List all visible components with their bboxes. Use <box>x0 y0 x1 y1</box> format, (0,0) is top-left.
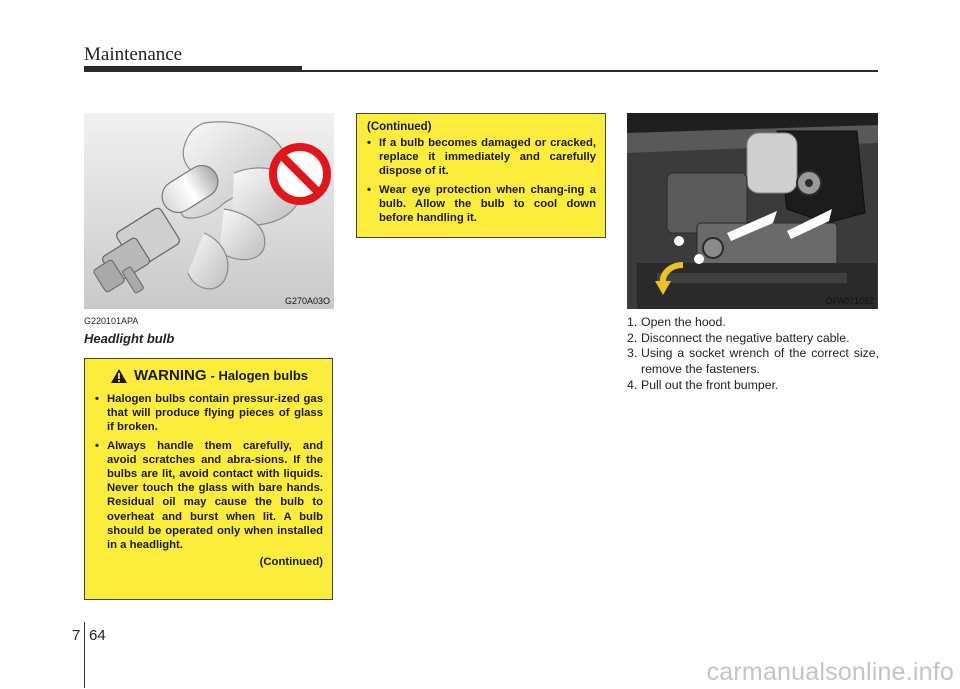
header-rule-thick <box>84 66 302 72</box>
warning-heading <box>95 367 323 384</box>
continued-list <box>367 136 596 225</box>
section-title: Headlight bulb <box>84 331 175 346</box>
page-number: 64 <box>89 627 106 644</box>
procedure-steps <box>627 315 879 394</box>
halogen-bulb-illustration <box>84 113 334 309</box>
step-item: 2. Disconnect the negative battery cable. <box>627 330 850 345</box>
warning-label: WARNING <box>134 367 207 384</box>
page-header-title: Maintenance <box>84 44 183 65</box>
engine-bay-photo <box>627 113 878 309</box>
warning-sublabel: - Halogen bulbs <box>210 368 308 383</box>
continued-heading: (Continued) <box>367 121 432 133</box>
figure-code: OPA071062 <box>825 296 874 306</box>
warning-list <box>95 392 323 552</box>
header-rule-thin <box>302 70 878 72</box>
watermark-text: carmanualsonline.info <box>706 658 954 686</box>
warning-item: • Halogen bulbs contain pressur-ized gas that will produce flying pieces of glass if broken. <box>95 392 323 435</box>
hand-bulb-drawing <box>84 113 334 309</box>
chapter-number: 7 <box>72 627 81 644</box>
warning-item: • Always handle them carefully, and avoid scratches and abra-sions. If the bulbs are lit, avoid contact with liquids. Never touch the glass with bare hands. Residual oil may cause the bulb to overheat and burst when lit. A bulb should be operated only when installed in a headlight. <box>95 439 323 553</box>
warning-box <box>84 358 333 600</box>
warning-triangle-icon <box>110 368 128 384</box>
continued-item: • Wear eye protection when chang-ing a bulb. Allow the bulb to cool down before handling it. <box>367 183 596 226</box>
warning-continued: (Continued) <box>259 556 323 569</box>
figure-code: G270A03O <box>284 296 330 306</box>
section-code: G220101APA <box>84 316 139 326</box>
step-item: 3. Using a socket wrench of the correct size, remove the fasteners. <box>627 346 879 377</box>
continued-warning-box <box>356 113 606 238</box>
step-item: 1. Open the hood. <box>627 315 726 329</box>
prohibition-icon <box>273 147 327 201</box>
footer-divider <box>84 622 85 688</box>
continued-item: • If a bulb becomes damaged or cracked, replace it immediately and carefully dispose of it. <box>367 136 596 179</box>
step-item: 4. Pull out the front bumper. <box>627 377 779 392</box>
engine-bay-drawing <box>627 113 878 309</box>
